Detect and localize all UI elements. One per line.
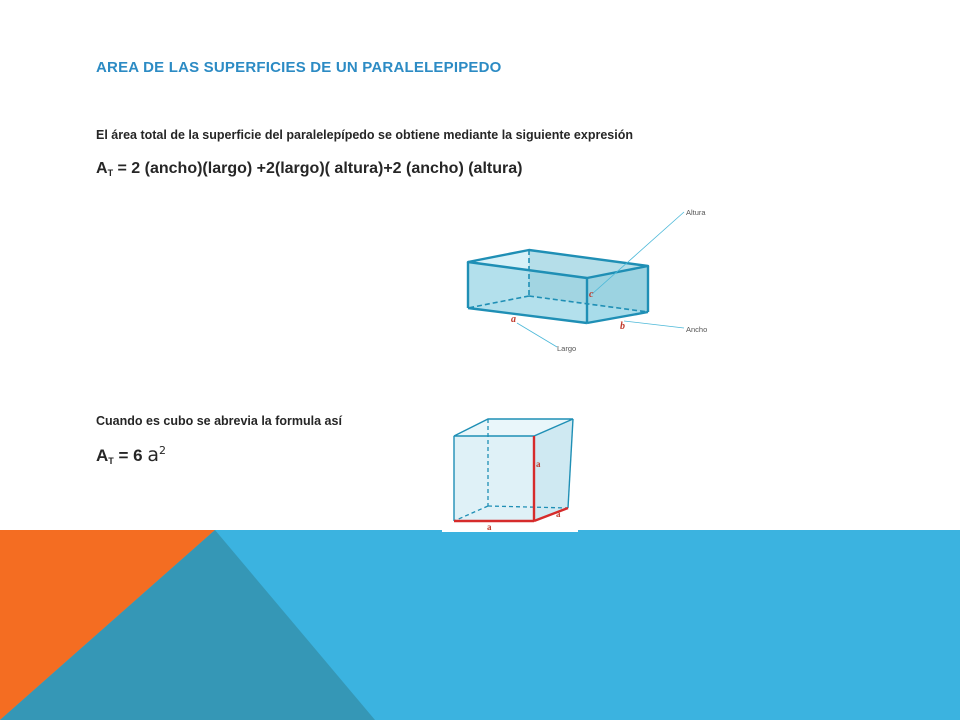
label-a: a — [511, 314, 516, 325]
cube-label-front: a — [487, 522, 492, 532]
label-altura: Altura — [686, 208, 706, 217]
cube-diagram — [442, 412, 578, 532]
cube-formula-symbol: A — [96, 446, 109, 465]
description-text: El área total de la superficie del paralelepípedo se obtiene mediante la siguiente expresión — [96, 128, 633, 142]
cube-formula-base: a — [147, 444, 159, 466]
formula-symbol: A — [96, 160, 108, 177]
cube-right-face — [534, 419, 573, 521]
cube-formula-exponent: 2 — [159, 444, 166, 457]
label-largo: Largo — [557, 344, 577, 353]
slide-title: AREA DE LAS SUPERFICIES DE UN PARALELEPIPEDO — [96, 59, 502, 76]
cube-label-vertical: a — [536, 459, 541, 469]
cube-front-face — [454, 436, 534, 521]
formula-subscript: T — [107, 168, 114, 178]
cube-formula-subscript: T — [108, 456, 114, 466]
label-c: c — [589, 289, 594, 300]
label-b: b — [620, 321, 625, 332]
cube-label: Cuando es cubo se abrevia la formula así — [96, 414, 342, 428]
cube-label-side: a — [556, 509, 561, 519]
cube-formula-equals: = 6 — [113, 446, 148, 465]
label-ancho: Ancho — [686, 325, 708, 334]
formula-expression: = 2 (ancho)(largo) +2(largo)( altura)+2 (ancho) (altura) — [113, 160, 523, 177]
